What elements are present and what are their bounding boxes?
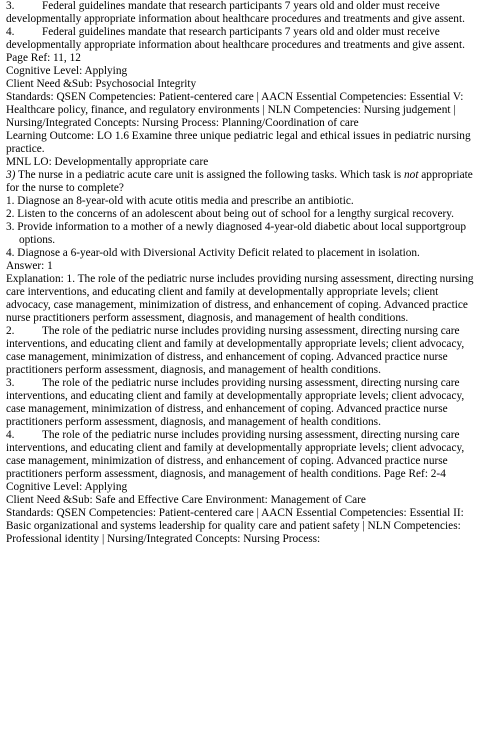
explanation-2-text: The role of the pediatric nurse includes providing nursing assessment, directing nursing care interventions, and educating client and family at developmentally appropriate levels; client advocacy, case management, minimization of distress, and enhancement of coping. Advanced practice nurse practitioners perform assessment, diagnosis, and management of health conditions.: [6, 325, 465, 376]
cognitive-level: Cognitive Level: Applying: [6, 65, 128, 77]
option-2: 2. Listen to the concerns of an adolescent about being out of school for a lengthy surgical recovery.: [6, 208, 454, 220]
option-3: 3. Provide information to a mother of a newly diagnosed 4-year-old diabetic about local supportgroup options.: [6, 221, 467, 246]
explanation-1: Explanation: 1. The role of the pediatric nurse includes providing nursing assessment, directing nursing care interventions, and educating client and family at developmentally appropriate levels; client advocacy, case management, minimization of distress, and enhancement of coping. Advanced practice nurse practitioners perform assessment, diagnosis, and management of health conditions.: [6, 273, 474, 324]
option-4: 4. Diagnose a 6-year-old with Diversional Activity Deficit related to placement in isolation.: [6, 247, 420, 259]
explanation-4-text: The role of the pediatric nurse includes providing nursing assessment, directing nursing care interventions, and educating client and family at developmentally appropriate levels; client advocacy, case management, minimization of distress, and enhancement of coping. Advanced practice nurse practitioners perform assessment, diagnosis, and management of health conditions. Page Ref: 2-4: [6, 429, 465, 480]
explanation-3-number: 3.: [6, 377, 15, 389]
rationale-4: [6, 26, 480, 52]
question-number: 3): [6, 169, 16, 181]
explanation-3-text: The role of the pediatric nurse includes providing nursing assessment, directing nursing care interventions, and educating client and family at developmentally appropriate levels; client advocacy, case management, minimization of distress, and enhancement of coping. Advanced practice nurse practitioners perform assessment, diagnosis, and management of health conditions.: [6, 377, 465, 428]
page-ref: Page Ref: 11, 12: [6, 52, 81, 64]
standards-2: Standards: QSEN Competencies: Patient-centered care | AACN Essential Competencies: Essential II: Basic organizational and systems leadership for quality care and patient safety | NLN Competencies: Professional identity | Nursing/Integrated Concepts: Nursing Process:: [6, 507, 464, 545]
client-need: Client Need &Sub: Psychosocial Integrity: [6, 78, 197, 90]
cognitive-level-2: Cognitive Level: Applying: [6, 481, 128, 493]
question-stem: [6, 169, 480, 195]
explanation-3: [6, 377, 480, 429]
learning-outcome: Learning Outcome: LO 1.6 Examine three unique pediatric legal and ethical issues in pediatric nursing practice.: [6, 130, 471, 155]
client-need-2: Client Need &Sub: Safe and Effective Care Environment: Management of Care: [6, 494, 366, 506]
option-1: 1. Diagnose an 8-year-old with acute otitis media and prescribe an antibiotic.: [6, 195, 354, 207]
explanation-2-number: 2.: [6, 325, 15, 337]
question-stem-before: The nurse in a pediatric acute care unit is assigned the following tasks. Which task is: [15, 169, 405, 181]
rationale-3-text: Federal guidelines mandate that research participants 7 years old and older must receive developmentally appropriate information about healthcare procedures and treatments and give assent.: [6, 0, 465, 25]
mnl-lo: MNL LO: Developmentally appropriate care: [6, 156, 209, 168]
explanation-2: [6, 325, 480, 377]
rationale-4-number: 4.: [6, 26, 15, 38]
rationale-3-number: 3.: [6, 0, 15, 12]
rationale-3: [6, 0, 480, 26]
explanation-4: [6, 429, 480, 481]
question-stem-after: appropriate for the nurse to complete?: [6, 169, 473, 194]
question-stem-emphasis: not: [404, 169, 419, 181]
standards: Standards: QSEN Competencies: Patient-centered care | AACN Essential Competencies: Essential V: Healthcare policy, finance, and regulatory environments | NLN Competencies: Nursing judgement | Nursing/Integrated Concepts: Nursing Process: Planning/Coordination of care: [6, 91, 464, 129]
explanation-4-number: 4.: [6, 429, 15, 441]
answer: Answer: 1: [6, 260, 53, 272]
rationale-4-text: Federal guidelines mandate that research participants 7 years old and older must receive developmentally appropriate information about healthcare procedures and treatments and give assent.: [6, 26, 465, 51]
